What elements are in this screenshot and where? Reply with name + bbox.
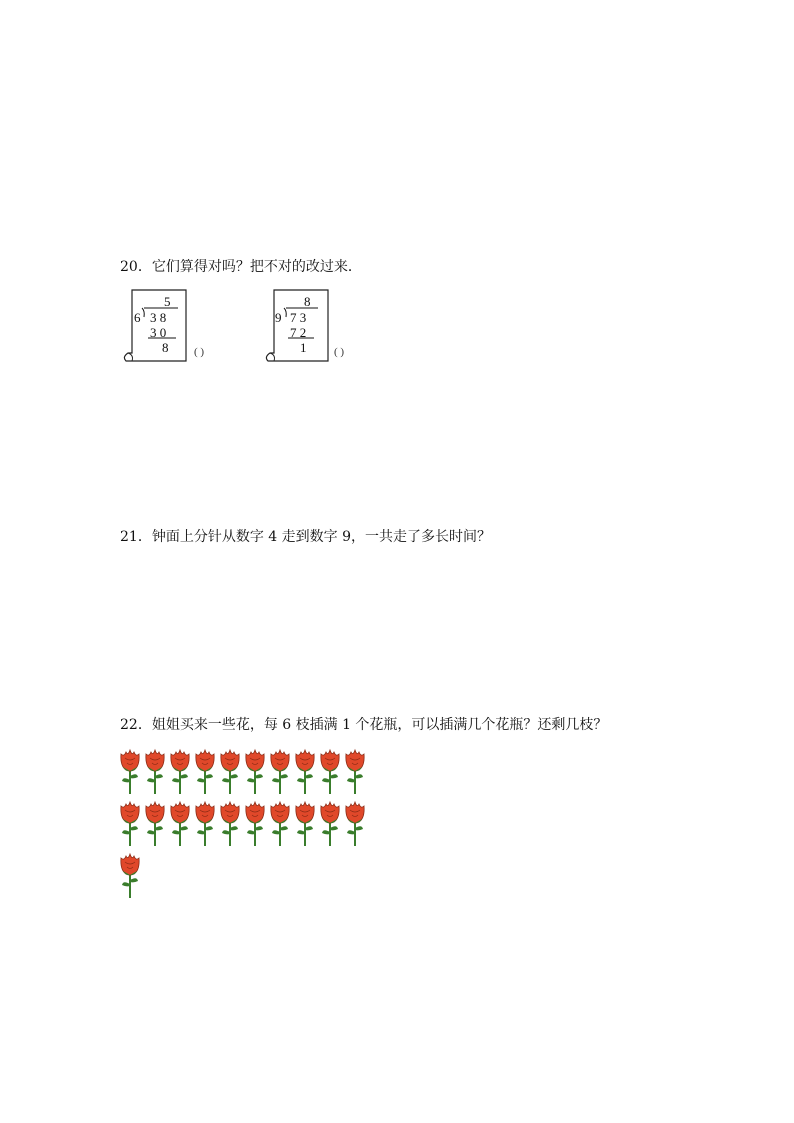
division-card-2 [262, 287, 334, 365]
rose-icon [118, 746, 142, 794]
rose-icon [243, 746, 267, 794]
quotient: 5 [164, 294, 171, 309]
product: 3 0 [150, 325, 167, 340]
remainder: 8 [162, 340, 169, 355]
rose-icon [218, 798, 242, 846]
rose-icon [268, 746, 292, 794]
division-card-1 [120, 287, 192, 365]
rose-icon [318, 746, 342, 794]
question-21-text: 21．钟面上分针从数字 4 走到数字 9，一共走了多长时间？ [120, 529, 491, 545]
rose-icon [343, 798, 367, 846]
divisor: 6 [134, 310, 141, 325]
rose-icon [243, 798, 267, 846]
rose-icon [143, 746, 167, 794]
dividend: 3 8 [150, 310, 167, 325]
rose-icon [293, 798, 317, 846]
question-22-text: 22．姐姐买来一些花，每 6 枝插满 1 个花瓶，可以插满几个花瓶？还剩几枝？ [120, 717, 608, 733]
rose-icon [293, 746, 317, 794]
dividend: 7 3 [290, 310, 307, 325]
answer-blank-1[interactable]: ( ) [194, 346, 205, 358]
question-20-text: 20．它们算得对吗？把不对的改过来． [120, 259, 362, 275]
product: 7 2 [290, 325, 307, 340]
rose-icon [143, 798, 167, 846]
rose-icon [218, 746, 242, 794]
remainder: 1 [300, 340, 307, 355]
rose-icon [168, 798, 192, 846]
rose-icon [343, 746, 367, 794]
rose-icon [118, 850, 142, 898]
rose-icon [268, 798, 292, 846]
rose-icon [193, 798, 217, 846]
rose-icon [168, 746, 192, 794]
flower-group [118, 746, 378, 906]
rose-icon [193, 746, 217, 794]
answer-blank-2[interactable]: ( ) [334, 346, 345, 358]
divisor: 9 [275, 310, 282, 325]
rose-icon [318, 798, 342, 846]
rose-icon [118, 798, 142, 846]
quotient: 8 [304, 294, 311, 309]
